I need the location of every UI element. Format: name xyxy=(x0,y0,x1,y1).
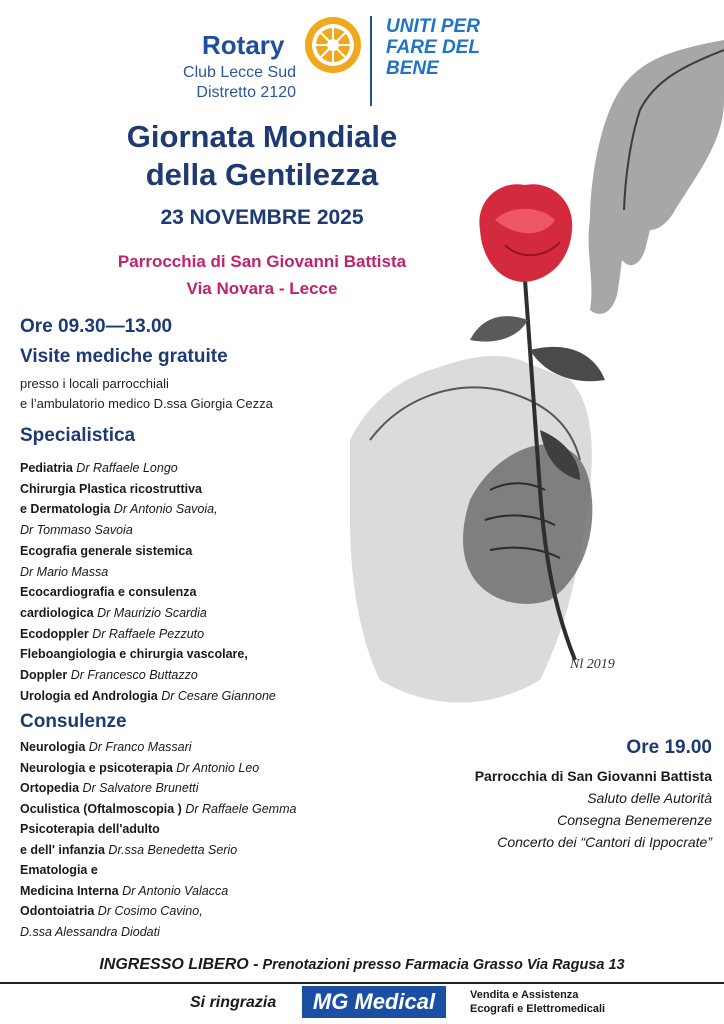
list-item: Dr Tommaso Savoia xyxy=(20,523,133,538)
list-item: cardiologica Dr Maurizio Scardia xyxy=(20,605,207,620)
event-title-line-2: della Gentilezza xyxy=(145,157,379,192)
list-item: Ecocardiografia e consulenza xyxy=(20,585,197,600)
consulenze-heading: Consulenze xyxy=(20,711,127,732)
event-place-line-2: Via Novara - Lecce xyxy=(186,279,338,298)
evening-time: Ore 19.00 xyxy=(626,737,712,758)
list-item: Neurologia e psicoterapia Dr Antonio Leo xyxy=(20,760,260,775)
list-item: Chirurgia Plastica ricostruttiva xyxy=(20,481,203,496)
evening-item: Concerto dei “Cantori di Ippocrate” xyxy=(497,834,712,850)
thanks-label: Si ringrazia xyxy=(190,994,277,1011)
list-item: Odontoiatria Dr Cosimo Cavino, xyxy=(20,904,203,918)
list-item: D.ssa Alessandra Diodati xyxy=(20,924,160,939)
mg-medical-logo xyxy=(302,986,446,1018)
list-item: Medicina Interna Dr Antonio Valacca xyxy=(20,883,229,898)
morning-subtitle xyxy=(20,374,273,414)
event-date: 23 NOVEMBRE 2025 xyxy=(160,206,364,229)
sponsor-description-line-1: Vendita e Assistenza xyxy=(470,989,579,1001)
sponsor-description-line-2: Ecografi e Elettromedicali xyxy=(470,1003,606,1015)
header-divider xyxy=(370,16,372,106)
district-name: Distretto 2120 xyxy=(196,84,296,101)
event-title-line-1: Giornata Mondiale xyxy=(126,119,398,154)
entry-note xyxy=(0,956,724,974)
specialistica-list xyxy=(20,458,276,706)
rotary-wheel-icon xyxy=(302,14,364,76)
list-item: Oculistica (Oftalmoscopia ) Dr Raffaele Gemma xyxy=(20,801,297,816)
morning-subtitle-line-1: presso i locali parrocchiali xyxy=(20,376,169,391)
list-item: Ortopedia Dr Salvatore Brunetti xyxy=(20,781,199,795)
list-item: Ecografia generale sistemica xyxy=(20,543,193,558)
evening-item: Consegna Benemerenze xyxy=(557,812,712,828)
mg-logo-text: MG xyxy=(312,989,349,1014)
list-item: e Dermatologia Dr Antonio Savoia, xyxy=(20,502,218,517)
list-item: Dr Mario Massa xyxy=(20,564,109,579)
list-item: Doppler Dr Francesco Buttazzo xyxy=(20,668,198,683)
list-item: Neurologia Dr Franco Massari xyxy=(20,740,192,754)
evening-place: Parrocchia di San Giovanni Battista xyxy=(474,768,712,784)
event-place xyxy=(60,248,464,302)
medical-logo-text: Medical xyxy=(354,989,436,1014)
slogan-line-3: BENE xyxy=(386,58,439,79)
morning-title: Visite mediche gratuite xyxy=(20,346,228,367)
morning-time: Ore 09.30—13.00 xyxy=(20,316,173,337)
artist-signature: Nl 2019 xyxy=(570,657,615,672)
sponsor-description xyxy=(470,988,605,1016)
slogan-line-1: UNITI PER xyxy=(386,16,480,37)
list-item: Pediatria Dr Raffaele Longo xyxy=(20,461,178,475)
club-name: Club Lecce Sud xyxy=(183,64,296,81)
list-item: Ematologia e xyxy=(20,863,98,877)
footer-divider xyxy=(0,982,724,984)
free-entry-label: INGRESSO LIBERO - xyxy=(99,956,259,973)
evening-program xyxy=(475,765,712,853)
list-item: Urologia ed Andrologia Dr Cesare Giannone xyxy=(20,688,276,703)
morning-subtitle-line-2: e l’ambulatorio medico D.ssa Giorgia Cezza xyxy=(20,396,273,411)
booking-info: Prenotazioni presso Farmacia Grasso Via Ragusa 13 xyxy=(258,957,625,973)
slogan-line-2: FARE DEL xyxy=(386,37,480,58)
specialistica-heading: Specialistica xyxy=(20,425,136,446)
consulenze-list xyxy=(20,737,296,942)
event-title xyxy=(60,118,464,194)
list-item: Ecodoppler Dr Raffaele Pezzuto xyxy=(20,626,205,641)
rotary-logotype: Rotary xyxy=(202,30,285,60)
event-place-line-1: Parrocchia di San Giovanni Battista xyxy=(117,252,407,271)
list-item: e dell' infanzia Dr.ssa Benedetta Serio xyxy=(20,842,238,857)
list-item: Psicoterapia dell'adulto xyxy=(20,822,160,836)
slogan xyxy=(386,16,480,79)
list-item: Fleboangiologia e chirurgia vascolare, xyxy=(20,647,248,662)
evening-item: Saluto delle Autorità xyxy=(587,790,712,806)
